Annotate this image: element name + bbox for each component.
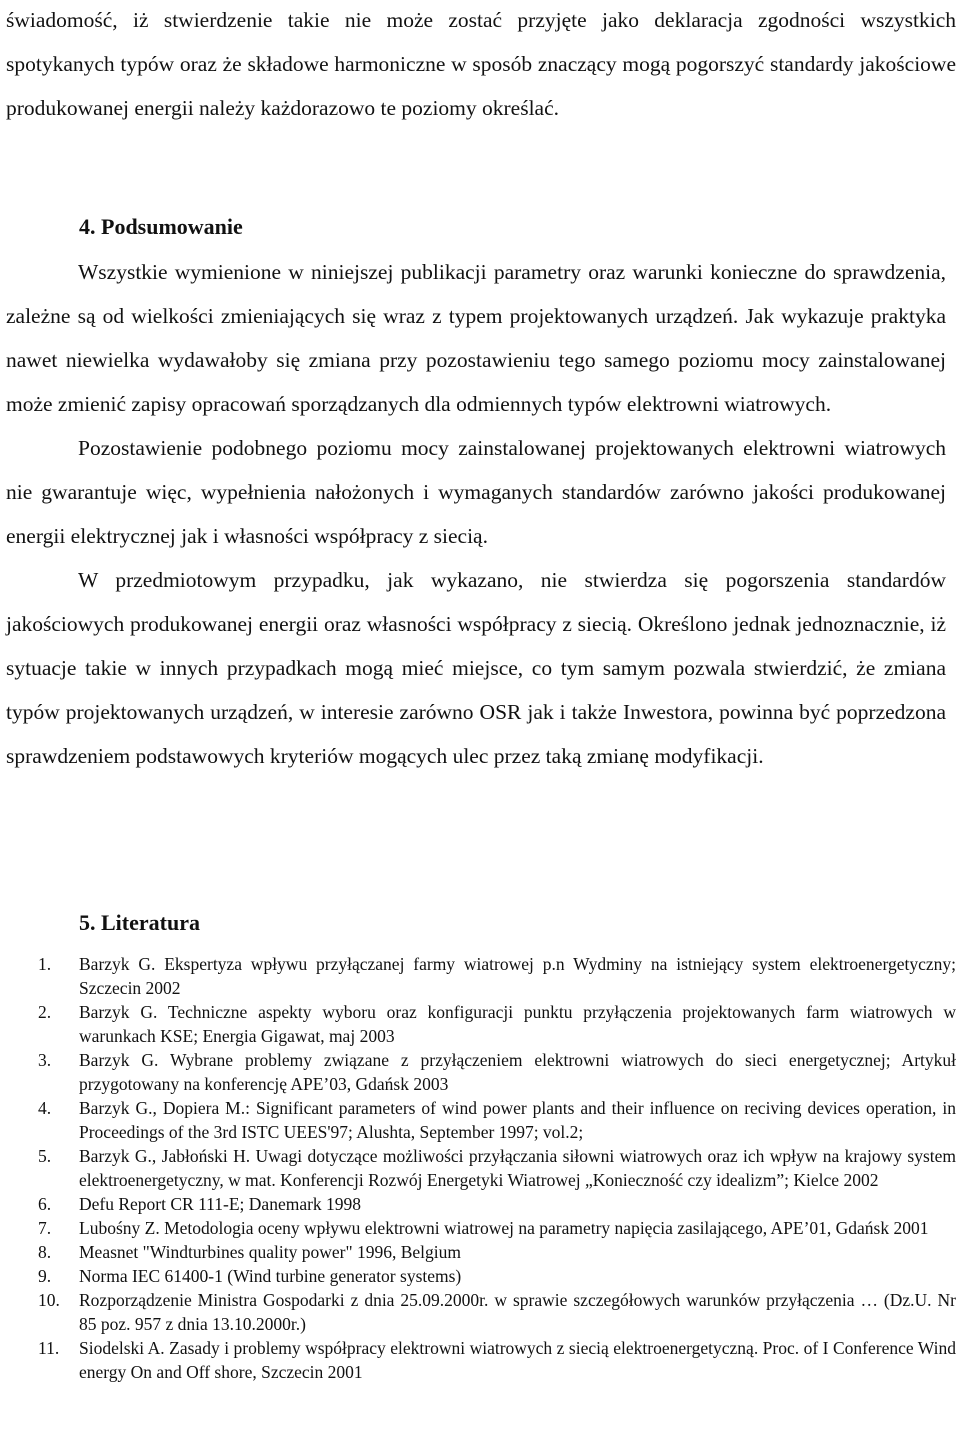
section-5-title: 5. Literatura — [79, 910, 200, 935]
reference-text: Measnet "Windturbines quality power" 1996, Belgium — [79, 1242, 461, 1262]
reference-item — [0, 1216, 960, 1240]
reference-text: Barzyk G. Wybrane problemy związane z przyłączeniem elektrowni wiatrowych do sieci energetycznej; Artykuł przygotowany na konferencję APE’03, Gdańsk 2003 — [79, 1050, 956, 1094]
reference-number: 4. — [38, 1098, 52, 1118]
reference-number: 11. — [38, 1338, 60, 1358]
summary-paragraph: W przedmiotowym przypadku, jak wykazano, nie stwierdza się pogorszenia standardów jakościowych produkowanej energii oraz własności współpracy z siecią. Określono jednak jednoznacznie, iż sytuacje takie w innych przypadkach mogą mieć miejsce, co tym samym pozwala stwierdzić, że zmiana typów projektowanych urządzeń, w interesie zarówno OSR jak i także Inwestora, powinna być poprzedzona sprawdzeniem podstawowych kryteriów mogących ulec przez taką zmianę modyfikacji. — [6, 568, 946, 768]
continuation-paragraph: świadomość, iż stwierdzenie takie nie może zostać przyjęte jako deklaracja zgodności wszystkich spotykanych typów oraz że składowe harmoniczne w sposób znaczący mogą pogorszyć standardy jakościowe produkowanej energii należy każdorazowo te poziomy określać. — [6, 8, 956, 120]
reference-number: 10. — [38, 1290, 60, 1310]
reference-number: 8. — [38, 1242, 52, 1262]
reference-item — [0, 952, 960, 1000]
reference-text: Lubośny Z. Metodologia oceny wpływu elektrowni wiatrowej na parametry napięcia zasilającego, APE’01, Gdańsk 2001 — [79, 1218, 929, 1238]
reference-item — [0, 1336, 960, 1384]
reference-text: Siodelski A. Zasady i problemy współpracy elektrowni wiatrowych z siecią elektroenergetyczną. Proc. of I Conference Wind energy On and Off shore, Szczecin 2001 — [79, 1338, 956, 1382]
reference-item — [0, 1264, 960, 1288]
reference-text: Defu Report CR 111-E; Danemark 1998 — [79, 1194, 362, 1214]
reference-text: Barzyk G., Dopiera M.: Significant parameters of wind power plants and their influence on reciving devices operation, in Proceedings of the 3rd ISTC UEES'97; Alushta, September 1997; vol.2; — [79, 1098, 956, 1142]
summary-paragraph: Pozostawienie podobnego poziomu mocy zainstalowanej projektowanych elektrowni wiatrowych nie gwarantuje więc, wypełnienia nałożonych i wymaganych standardów zarówno jakości produkowanej energii elektrycznej jak i własności współpracy z siecią. — [6, 436, 946, 548]
reference-number: 3. — [38, 1050, 52, 1070]
summary-paragraph: Wszystkie wymienione w niniejszej publikacji parametry oraz warunki konieczne do sprawdzenia, zależne są od wielkości zmieniających się wraz z typem projektowanych urządzeń. Jak wykazuje praktyka nawet niewielka wydawałoby się zmiana przy pozostawieniu tego samego poziomu mocy zainstalowanej może zmienić zapisy opracowań sporządzanych dla odmiennych typów elektrowni wiatrowych. — [6, 260, 946, 416]
reference-text: Rozporządzenie Ministra Gospodarki z dnia 25.09.2000r. w sprawie szczegółowych warunków przyłączenia … (Dz.U. Nr 85 poz. 957 z dnia 13.10.2000r.) — [79, 1290, 956, 1334]
reference-text: Barzyk G. Techniczne aspekty wyboru oraz konfiguracji punktu przyłączenia projektowanych farm wiatrowych w warunkach KSE; Energia Gigawat, maj 2003 — [79, 1002, 956, 1046]
reference-item — [0, 1096, 960, 1144]
reference-number: 2. — [38, 1002, 52, 1022]
reference-number: 1. — [38, 954, 52, 974]
reference-number: 9. — [38, 1266, 52, 1286]
reference-item — [0, 1000, 960, 1048]
section-4-title: 4. Podsumowanie — [79, 214, 243, 239]
reference-text: Barzyk G., Jabłoński H. Uwagi dotyczące możliwości przyłączania siłowni wiatrowych oraz ich wpływ na krajowy system elektroenergetyczny, w mat. Konferencji Rozwój Energetyki Wiatrowej „Konieczność czy idealizm”; Kielce 2002 — [79, 1146, 956, 1190]
reference-item — [0, 1240, 960, 1264]
reference-number: 7. — [38, 1218, 52, 1238]
reference-item — [0, 1192, 960, 1216]
reference-item — [0, 1288, 960, 1336]
reference-item — [0, 1048, 960, 1096]
reference-list — [0, 952, 960, 1384]
reference-item — [0, 1144, 960, 1192]
reference-number: 6. — [38, 1194, 52, 1214]
reference-number: 5. — [38, 1146, 52, 1166]
reference-text: Norma IEC 61400-1 (Wind turbine generator systems) — [79, 1266, 462, 1286]
reference-text: Barzyk G. Ekspertyza wpływu przyłączanej farmy wiatrowej p.n Wydminy na istniejący system elektroenergetyczny; Szczecin 2002 — [79, 954, 956, 998]
section-4-body — [0, 250, 950, 778]
